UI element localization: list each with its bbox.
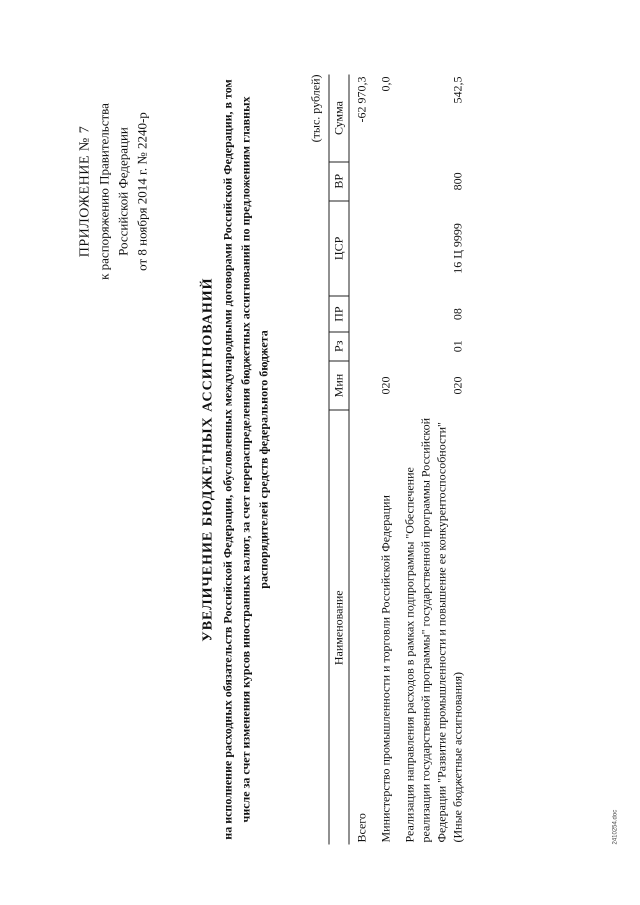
title-block xyxy=(201,75,273,845)
row-vr: 800 xyxy=(450,172,465,191)
document-subtitle: на исполнение расходных обязательств Российской Федерации, обусловленных международными договорами Российской Федерации, в том числе за счет изменения курсов иностранных валют, за счет перераспределения бюджетных ассигнований по предложениям главных распорядителей средств федерального бюджета xyxy=(220,79,271,840)
row-min: 020 xyxy=(378,376,393,395)
appendix-line-4: от 8 ноября 2014 г. № 2240-р xyxy=(134,112,150,271)
row-csr xyxy=(374,201,398,297)
header-sum: Сумма xyxy=(329,75,349,163)
appendix-number: ПРИЛОЖЕНИЕ № 7 xyxy=(77,125,93,258)
row-min xyxy=(349,361,374,411)
row-name: Министерство промышленности и торговли Российской Федерации xyxy=(378,495,393,843)
table-header-row xyxy=(329,75,349,845)
row-sum: 542,5 xyxy=(450,76,465,104)
header-csr: ЦСР xyxy=(329,201,349,297)
row-vr xyxy=(374,162,398,201)
header-name: Наименование xyxy=(329,411,349,845)
document-title: УВЕЛИЧЕНИЕ БЮДЖЕТНЫХ АССИГНОВАНИЙ xyxy=(200,277,216,642)
header-rz: Рз xyxy=(329,332,349,361)
row-rz: 01 xyxy=(450,340,465,353)
row-vr xyxy=(349,162,374,201)
table-row xyxy=(374,75,398,845)
row-name: Всего xyxy=(354,813,369,843)
row-sum: 0,0 xyxy=(378,76,393,92)
table-row xyxy=(349,75,374,845)
row-min: 020 xyxy=(450,376,465,395)
budget-table xyxy=(329,75,470,845)
header-vr: ВР xyxy=(329,162,349,201)
rotated-document-page xyxy=(1,0,640,905)
row-pr xyxy=(349,296,374,332)
appendix-line-3: Российской Федерации xyxy=(115,127,131,256)
header-min: Мин xyxy=(329,361,349,411)
appendix-block xyxy=(76,77,152,307)
header-pr: ПР xyxy=(329,296,349,332)
row-sum: -62 970,3 xyxy=(354,76,369,123)
row-name: Реализация направления расходов в рамках подпрограммы "Обеспечение реализации государственной программы" государственной программы Российской Федерации "Развитие промышленности и повышение ее конкурентоспособности" (Иные бюджетные ассигнования) xyxy=(402,417,465,843)
row-pr: 08 xyxy=(450,308,465,321)
row-rz xyxy=(374,332,398,361)
units-label: (тыс. рублей) xyxy=(308,74,323,143)
row-csr: 16 Ц 9999 xyxy=(450,223,465,274)
document-file-reference: 2410254.doc xyxy=(612,809,619,845)
row-csr xyxy=(349,201,374,297)
table-row xyxy=(398,75,470,845)
row-rz xyxy=(349,332,374,361)
row-pr xyxy=(374,296,398,332)
appendix-line-2: к распоряжению Правительства xyxy=(96,103,112,280)
